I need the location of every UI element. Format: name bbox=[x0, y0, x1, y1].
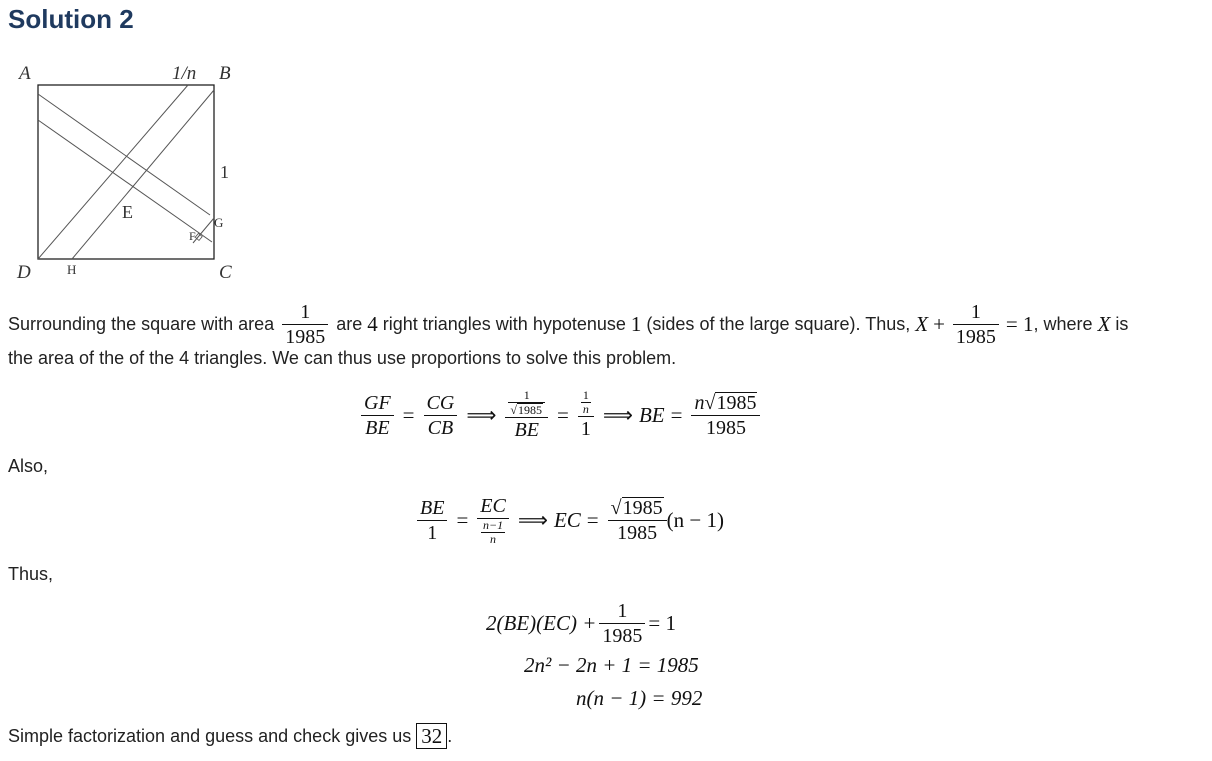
label-also: Also, bbox=[8, 456, 49, 476]
vertex-label-a: A bbox=[19, 63, 31, 84]
implies-arrow: ⟹ bbox=[517, 507, 548, 532]
equals-sign: = bbox=[402, 402, 415, 427]
fraction-inv-n-over-one: $\frac{\frac{1}{n}}{1}$ bbox=[578, 389, 594, 441]
text-segment: Simple factorization and guess and check gives us bbox=[8, 726, 412, 746]
diagonal-line-3 bbox=[38, 85, 188, 259]
fraction-one-over-1985: $\frac{1}{1985}$ bbox=[282, 300, 328, 349]
side-label-one: 1 bbox=[220, 162, 229, 182]
text-segment: right triangles with hypotenuse bbox=[382, 314, 626, 334]
point-label-e: E bbox=[122, 202, 133, 222]
text-segment: are bbox=[336, 314, 363, 334]
label-thus: Thus, bbox=[8, 564, 54, 584]
implies-arrow: ⟹ bbox=[602, 402, 633, 427]
fraction-sqrt-over-1985: $\frac{√1985}{1985}$ bbox=[608, 496, 667, 545]
equation-ec bbox=[414, 490, 724, 550]
square-diagram bbox=[0, 50, 260, 290]
point-label-g: G bbox=[214, 215, 224, 230]
fraction-gf-be: $\frac{GF}{BE}$ bbox=[361, 391, 394, 440]
implies-arrow: ⟹ bbox=[466, 402, 497, 427]
point-label-h: H bbox=[67, 262, 77, 277]
vertex-label-c: C bbox=[219, 262, 232, 283]
equals-sign: = bbox=[557, 402, 569, 427]
text-segment: 4 bbox=[179, 348, 190, 368]
math-operator: + bbox=[933, 312, 945, 336]
fraction-n-sqrt-over-1985: $\frac{n√1985}{1985}$ bbox=[691, 391, 760, 440]
fraction-inv-sqrt-over-be: $\frac{\frac{1}{√1985}}{BE}$ bbox=[505, 389, 548, 442]
fraction-be-over-one: $\frac{BE}{1}$ bbox=[417, 496, 447, 545]
diagonal-line-2 bbox=[38, 120, 212, 242]
equation-line-1 bbox=[486, 596, 676, 650]
text-segment: the area of the of the bbox=[8, 348, 175, 368]
vertex-label-d: D bbox=[17, 262, 31, 283]
math-expression: = 1 bbox=[648, 610, 676, 635]
equals-sign: = bbox=[670, 402, 683, 427]
math-number: 1 bbox=[630, 312, 642, 336]
math-variable: X bbox=[1097, 312, 1111, 336]
math-variable: X bbox=[915, 312, 929, 336]
final-line bbox=[8, 723, 452, 749]
equation-line-3: n(n − 1) = 992 bbox=[576, 686, 703, 710]
answer-box: 32 bbox=[416, 723, 447, 749]
equation-line-2: 2n² − 2n + 1 = 1985 bbox=[524, 653, 699, 677]
fraction-cg-cb: $\frac{CG}{CB}$ bbox=[424, 391, 458, 440]
text-segment: . bbox=[447, 726, 453, 746]
math-equals-one: = 1 bbox=[1005, 312, 1034, 336]
label-one-over-n: 1/n bbox=[172, 63, 197, 84]
large-square bbox=[38, 85, 214, 259]
paragraph-line-1 bbox=[8, 296, 1128, 352]
paragraph-line-2 bbox=[8, 347, 676, 369]
point-label-f: F bbox=[189, 229, 196, 243]
page-title: Solution 2 bbox=[8, 4, 134, 34]
math-be: BE bbox=[638, 402, 665, 427]
text-segment: Surrounding the square with area bbox=[8, 314, 275, 334]
math-number: 4 bbox=[367, 312, 378, 336]
fraction-ec-over-nm1-n: $\frac{EC}{\frac{n-1}{n}}$ bbox=[477, 494, 509, 546]
math-n-minus-one: (n − 1) bbox=[666, 507, 724, 532]
text-segment: is bbox=[1115, 314, 1129, 334]
math-expression: 2(BE)(EC) + bbox=[486, 610, 597, 635]
equals-sign: = bbox=[586, 507, 599, 532]
equation-proportion-be bbox=[358, 384, 763, 446]
equals-sign: = bbox=[456, 507, 469, 532]
text-segment: triangles. We can thus use proportions to solve this problem. bbox=[194, 348, 677, 368]
text-segment: , where bbox=[1033, 314, 1093, 334]
math-ec: EC bbox=[553, 507, 581, 532]
vertex-label-b: B bbox=[219, 63, 231, 84]
text-segment: (sides of the large square). Thus, bbox=[646, 314, 911, 334]
fraction-one-over-1985: $\frac{1}{1985}$ bbox=[599, 599, 645, 648]
fraction-one-over-1985: $\frac{1}{1985}$ bbox=[953, 300, 999, 349]
